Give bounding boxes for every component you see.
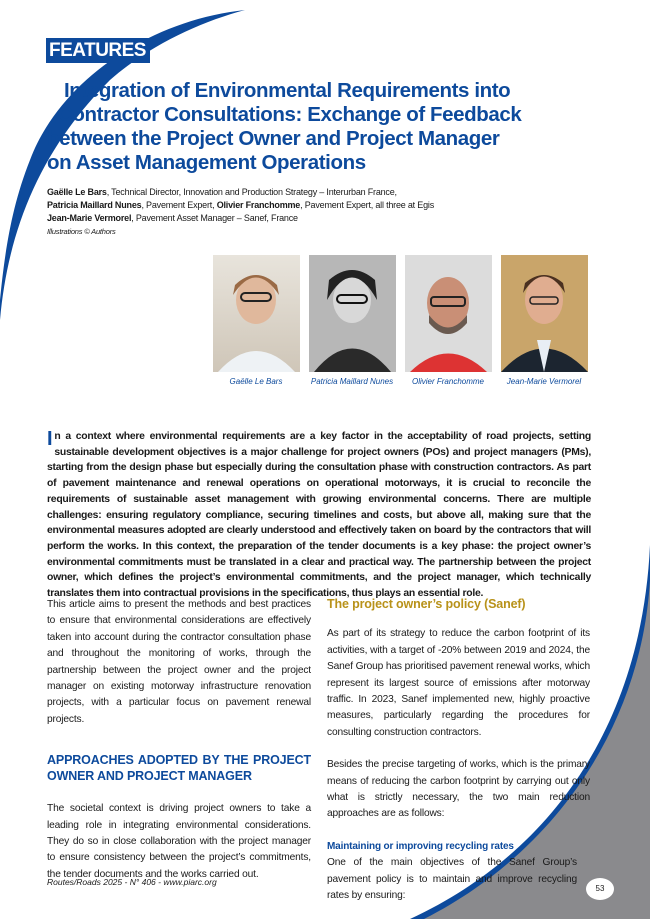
- paragraph: One of the main objectives of the Sanef Group’s pavement policy is to maintain and improve recycling rates by ensuring:: [327, 857, 577, 902]
- photo-caption: Gaëlle Le Bars: [229, 377, 283, 386]
- right-column: [327, 596, 590, 905]
- subheading: Maintaining or improving recycling rates: [327, 840, 514, 852]
- author-photo: [405, 255, 492, 372]
- author-name: Gaëlle Le Bars: [47, 187, 107, 197]
- section-tag: FEATURES: [46, 38, 150, 63]
- intro-paragraph: [47, 429, 591, 602]
- author-role: , Technical Director, Innovation and Production Strategy – Interurban France,: [106, 187, 397, 197]
- article-title: [47, 79, 607, 175]
- author-name: Patricia Maillard Nunes: [47, 200, 142, 210]
- section-heading: The project owner’s policy (Sanef): [327, 597, 526, 611]
- paragraph: Besides the precise targeting of works, which is the primary means of reducing the carbon footprint by carrying out only what is strictly necessary, the two main reduction approaches are as follows:: [327, 759, 590, 820]
- section-heading: APPROACHES ADOPTED BY THE PROJECT OWNER AND PROJECT MANAGER: [47, 753, 311, 784]
- illustrations-credit: Illustrations © Authors: [47, 227, 116, 236]
- photo-caption: Olivier Franchomme: [411, 377, 484, 386]
- drop-cap: I: [47, 428, 53, 450]
- photo-caption: Jean-Marie Vermorel: [506, 377, 582, 386]
- author-role: , Pavement Expert, all three at Egis: [300, 200, 434, 210]
- author-photo: [501, 255, 588, 372]
- paragraph: The societal context is driving project owners to take a leading role in integrating environmental considerations. They do so in close collaboration with the project manager to ensure consistency between the project’s commitments, the tender documents and the works carried out.: [47, 803, 311, 880]
- author-role: , Pavement Asset Manager – Sanef, France: [131, 213, 298, 223]
- title-line: Integration of Environmental Requirements into: [64, 79, 511, 102]
- author-role: , Pavement Expert,: [141, 200, 217, 210]
- left-column: [47, 597, 311, 883]
- author-photo: [309, 255, 396, 372]
- page-number: 53: [586, 878, 614, 900]
- title-line: Contractor Consultations: Exchange of Feedback: [58, 103, 522, 126]
- author-photo: [213, 255, 300, 372]
- photo-caption: Patricia Maillard Nunes: [310, 377, 394, 386]
- author-name: Jean-Marie Vermorel: [47, 213, 132, 223]
- paragraph: This article aims to present the methods and best practices to ensure that environmental considerations are effectively taken into account during the contractor consultation phase and throughout the monitoring of works, through the partnership between the project owner and the project manager on existing motorway infrastructure renovation projects, with a particular focus on pavement renewal projects.: [47, 599, 311, 725]
- intro-text: n a context where environmental requirements are a key factor in the acceptability of road projects, setting sustainable development objectives is a major challenge for project owners (POs) and project managers (PMs), starting from the design phase but especially during the consultation phase with construction contractors. As part of pavement maintenance and renewal operations on operational motorways, it is crucial to reconcile the requirements of sustainable asset management with growing environmental concerns. There are multiple challenges: ensuring regulatory compliance, securing timelines and costs, but above all, making sure that the environmental measures adopted are clearly understood and effectively taken on board by the contractors that will perform the works. In this context, the preparation of the tender documents is a key phase: the project owner’s environmental commitments must be translated in a clear and practical way. The partnership between the project owner, which defines the project’s environmental commitments, and the project manager, which technically translates them into contractual provisions in the specifications, thus plays an essential role.: [47, 431, 591, 600]
- author-list: [47, 186, 434, 238]
- journal-footer: Routes/Roads 2025 - N° 406 - www.piarc.org: [47, 877, 217, 887]
- title-line: on Asset Management Operations: [47, 151, 366, 174]
- title-line: between the Project Owner and Project Manager: [47, 127, 500, 150]
- paragraph: As part of its strategy to reduce the carbon footprint of its activities, with a target of -20% between 2019 and 2024, the Sanef Group has prioritised pavement renewal works, which represent its largest source of emissions after motorway traffic. In 2023, Sanef implemented new, highly proactive measures, particularly regarding the procedures for consulting construction contractors.: [327, 628, 590, 738]
- author-name: Olivier Franchomme: [216, 200, 301, 210]
